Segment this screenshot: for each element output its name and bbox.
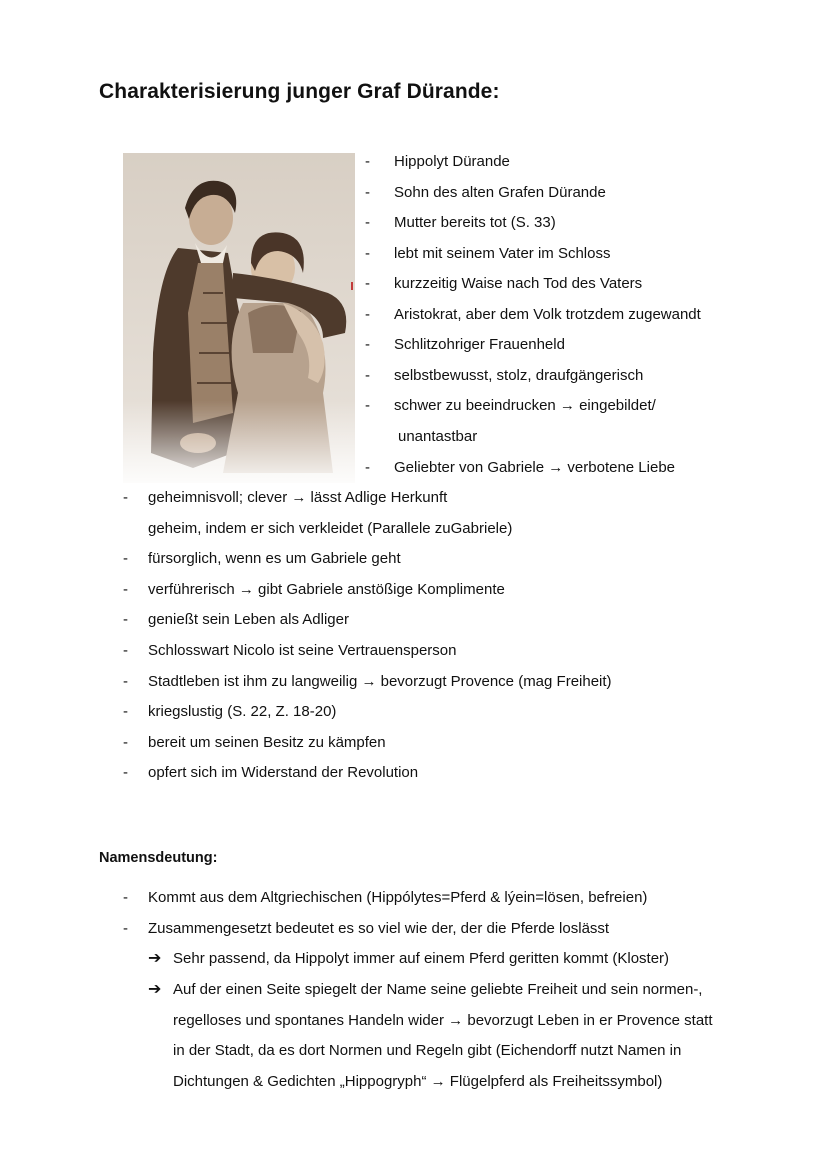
list-marker: - — [365, 336, 370, 353]
portrait-illustration — [123, 153, 355, 483]
list-item: Kommt aus dem Altgriechischen (Hippólytes=Pferd & lýein=lösen, befreien) — [148, 889, 648, 906]
list-marker: - — [123, 550, 128, 567]
list-marker: - — [123, 920, 128, 937]
list-item: Schlitzohriger Frauenheld — [394, 336, 565, 353]
list-item: kriegslustig (S. 22, Z. 18-20) — [148, 703, 337, 720]
list-item: Stadtleben ist ihm zu langweilig → bevorzugt Provence (mag Freiheit) — [148, 673, 612, 690]
list-item: Geliebter von Gabriele → verbotene Liebe — [394, 459, 676, 476]
list-marker: - — [123, 611, 128, 628]
section-heading-namensdeutung: Namensdeutung: — [99, 850, 218, 866]
list-marker: - — [123, 889, 128, 906]
list-marker: - — [365, 153, 370, 170]
list-marker: - — [123, 489, 128, 506]
list-item: fürsorglich, wenn es um Gabriele geht — [148, 550, 401, 567]
list-item: Hippolyt Dürande — [394, 153, 510, 170]
list-marker: - — [365, 306, 370, 323]
list-marker: - — [365, 397, 370, 414]
list-item: schwer zu beeindrucken → eingebildet/ — [394, 397, 656, 414]
arrow-bullet-icon: ➔ — [148, 950, 162, 967]
arrow-bullet-icon: ➔ — [148, 981, 162, 998]
red-mark — [351, 282, 353, 290]
list-marker: - — [365, 184, 370, 201]
list-marker: - — [365, 459, 370, 476]
list-marker: - — [123, 703, 128, 720]
sub-item-line: in der Stadt, da es dort Normen und Regeln gibt (Eichendorff nutzt Namen in — [173, 1042, 682, 1059]
list-marker: - — [365, 367, 370, 384]
list-marker: - — [123, 764, 128, 781]
list-item-continuation: geheim, indem er sich verkleidet (Parallele zuGabriele) — [148, 520, 513, 537]
list-marker: - — [123, 581, 128, 598]
list-item: opfert sich im Widerstand der Revolution — [148, 764, 419, 781]
list-item-continuation: unantastbar — [398, 428, 478, 445]
list-marker: - — [123, 673, 128, 690]
list-item: Schlosswart Nicolo ist seine Vertrauensperson — [148, 642, 457, 659]
list-item: Aristokrat, aber dem Volk trotzdem zugewandt — [394, 306, 701, 323]
list-item: selbstbewusst, stolz, draufgängerisch — [394, 367, 644, 384]
sub-item: Sehr passend, da Hippolyt immer auf einem Pferd geritten kommt (Kloster) — [173, 950, 670, 967]
page-title: Charakterisierung junger Graf Dürande: — [99, 80, 500, 103]
list-marker: - — [365, 245, 370, 262]
list-marker: - — [123, 734, 128, 751]
list-item: bereit um seinen Besitz zu kämpfen — [148, 734, 386, 751]
list-item: genießt sein Leben als Adliger — [148, 611, 349, 628]
list-marker: - — [365, 275, 370, 292]
sub-item-line: Dichtungen & Gedichten „Hippogryph“ → Flügelpferd als Freiheitssymbol) — [173, 1073, 663, 1090]
list-item: lebt mit seinem Vater im Schloss — [394, 245, 611, 262]
list-item: kurzzeitig Waise nach Tod des Vaters — [394, 275, 643, 292]
sub-item-line: regelloses und spontanes Handeln wider → bevorzugt Leben in er Provence statt — [173, 1012, 713, 1029]
list-marker: - — [123, 642, 128, 659]
sub-item-line: Auf der einen Seite spiegelt der Name seine geliebte Freiheit und sein normen-, — [173, 981, 703, 998]
list-item: Mutter bereits tot (S. 33) — [394, 214, 556, 231]
list-item: Zusammengesetzt bedeutet es so viel wie der, der die Pferde loslässt — [148, 920, 610, 937]
couple-illustration-image — [123, 153, 355, 483]
list-marker: - — [365, 214, 370, 231]
list-item: verführerisch → gibt Gabriele anstößige Komplimente — [148, 581, 505, 598]
list-item: Sohn des alten Grafen Dürande — [394, 184, 606, 201]
list-item: geheimnisvoll; clever → lässt Adlige Herkunft — [148, 489, 448, 506]
